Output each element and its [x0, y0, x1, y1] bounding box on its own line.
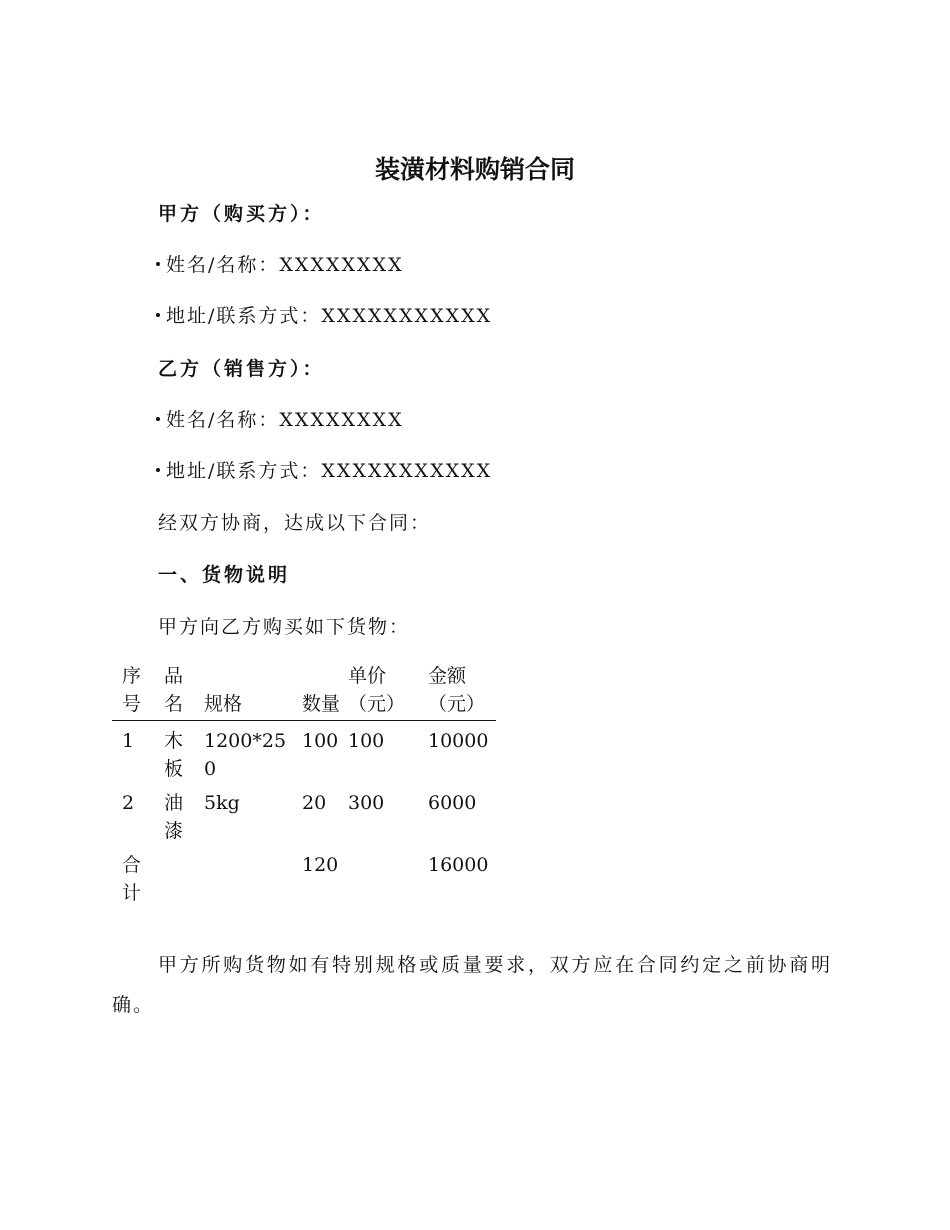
table-total-row — [112, 845, 496, 907]
party-a-contact: 地址/联系方式：XXXXXXXXXXX — [166, 305, 493, 327]
party-b-name-item — [156, 405, 404, 432]
cell-empty — [156, 845, 196, 907]
cell-empty — [340, 845, 420, 907]
cell-quantity: 100 — [302, 730, 339, 752]
header-product: 品名 — [156, 662, 196, 721]
intro-text: 经双方协商，达成以下合同： — [158, 512, 432, 534]
cell-spec: 5kg — [204, 792, 240, 814]
bullet-icon — [156, 313, 160, 317]
header-quantity: 数量 — [294, 662, 340, 721]
goods-table — [112, 662, 496, 907]
header-amount: 金额（元） — [420, 662, 496, 721]
bullet-icon — [156, 468, 160, 472]
cell-empty — [196, 845, 294, 907]
cell-spec: 1200*250 — [204, 730, 287, 780]
party-a-name: 姓名/名称：XXXXXXXX — [166, 254, 404, 276]
cell-index: 1 — [122, 730, 135, 752]
party-a-name-item — [156, 250, 404, 277]
party-b-heading: 乙方（销售方）： — [158, 358, 325, 380]
cell-index: 2 — [122, 792, 135, 814]
cell-total-label: 合计 — [122, 854, 142, 904]
cell-amount: 10000 — [428, 730, 489, 752]
party-b-contact: 地址/联系方式：XXXXXXXXXXX — [166, 460, 493, 482]
cell-total-amount: 16000 — [428, 854, 489, 876]
cell-unit-price: 100 — [348, 730, 385, 752]
section-1-note: 甲方所购货物如有特别规格或质量要求，双方应在合同约定之前协商明确。 — [112, 954, 832, 1016]
party-b-name: 姓名/名称：XXXXXXXX — [166, 409, 404, 431]
cell-amount: 6000 — [428, 792, 477, 814]
cell-product: 油漆 — [164, 792, 184, 842]
party-a-heading: 甲方（购买方）： — [158, 203, 325, 225]
table-header-row — [112, 662, 496, 721]
cell-total-quantity: 120 — [302, 854, 339, 876]
section-1-heading: 一、货物说明 — [158, 564, 291, 586]
party-a-contact-item — [156, 301, 492, 328]
party-b-contact-item — [156, 456, 492, 483]
bullet-icon — [156, 262, 160, 266]
bullet-icon — [156, 417, 160, 421]
header-spec: 规格 — [196, 662, 294, 721]
header-index: 序号 — [112, 662, 156, 721]
document-title: 装潢材料购销合同 — [374, 155, 575, 184]
cell-product: 木板 — [164, 730, 184, 780]
cell-quantity: 20 — [302, 792, 327, 814]
cell-unit-price: 300 — [348, 792, 385, 814]
section-1-lead: 甲方向乙方购买如下货物： — [158, 616, 411, 638]
table-row — [112, 721, 496, 784]
table-row — [112, 783, 496, 845]
header-unit-price: 单价（元） — [340, 662, 420, 721]
